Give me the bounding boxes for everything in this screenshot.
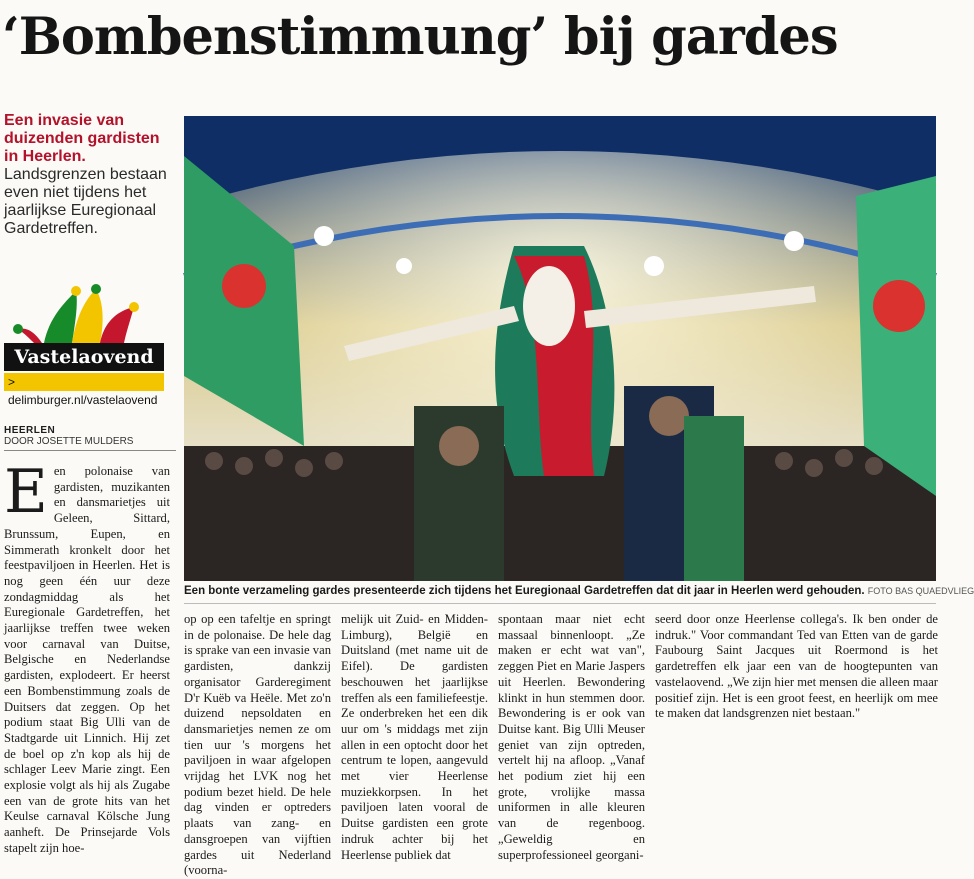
byline-author: DOOR JOSETTE MULDERS — [4, 436, 176, 451]
photo-illustration — [184, 116, 936, 581]
column-text: melijk uit Zuid- en Midden-Limburg), België en Duitsland (met name uit de Eifel). De gardisten beschouwen het jaarlijkse treffen als een familiefeestje. Ze onderbreken het een dik uur om 's middags met zijn allen in een optocht door het centrum te lopen, aangevuld met vier Heerlense muziekkorpsen. In het paviljoen laten vooral de Duitse gardisten een grote indruk achter bij het Heerlense publiek dat — [341, 612, 488, 862]
headline: ‘Bombenstimmung’ bij gardes — [2, 7, 838, 67]
article-column-3 — [341, 612, 488, 863]
intro — [4, 112, 176, 238]
column-text: seerd door onze Heerlense collega's. Ik ben onder de indruk." Voor commandant Ted van Etten van de garde Faubourg Saint Jacques uit Roermond is het gardetreffen elk jaar een van de hoogtepunten van vastelaovend. „We zijn hier met mensen die alleen maar positief zijn. Het is een groot feest, en heerlijk om mee te maken dat landsgrenzen niet bestaan." — [655, 612, 938, 721]
caption-text: Een bonte verzameling gardes presenteerde zich tijdens het Euregionaal Gardetreffen dat dit jaar in Heerlen werd gehouden. — [184, 585, 865, 597]
column-text: spontaan maar niet echt massaal binnenloopt. „Ze maken er echt wat van", zeggen Piet en Marie Jaspers uit Heerlen. Bewondering klinkt in hun stemmen door. Bewondering is er ook van Duitse kant. Big Ulli Meuser geniet van zijn optreden, vertelt hij na afloop. „Vanaf het podium ziet hij een grote, vrolijke massa uniformen in alle kleuren van de regenboog. „Geweldig en superprofessioneel georgani- — [498, 612, 645, 862]
column-text: en polonaise van gardisten, muzikanten en dansmarietjes uit Geleen, Sittard, Brunssum, Eupen, en Simmerath kronkelt door het feestpaviljoen in Heerlen. Het is nog geen één uur deze zondagmiddag als het Euregionale Gardetreffen, het jaarlijkse treffen twee weken voor carnaval van Duitse, Belgische en Nederlandse gardisten, explodeert. Er heerst een Bombenstimmung zoals de Duitsers dat zeggen. Op het podium staat Big Ulli van de Stadtgarde uit Linnich. Hij zet de boel op z'n kop als hij de schlager Leev Marie zingt. Een explosie volgt als hij als Zugabe een van de grote hits van het Keulse carnaval Kölsche Jung aanheft. De Prinsejarde Vols stapelt zijn hoe- — [4, 464, 170, 855]
caption-divider — [184, 603, 936, 604]
dropcap: E — [4, 457, 48, 527]
intro-lead: Een invasie van duizenden gardisten in Heerlen. — [4, 112, 160, 165]
vastelaovend-logo[interactable] — [4, 283, 164, 407]
article-column-4 — [498, 612, 645, 863]
jester-hat-icon — [4, 283, 164, 345]
byline-city: HEERLEN — [4, 425, 56, 436]
byline — [4, 425, 176, 451]
photo-credit: FOTO BAS QUAEDVLIEG — [867, 586, 974, 596]
carnival-photo — [184, 116, 936, 581]
photo-caption — [184, 585, 974, 597]
logo-name: Vastelaovend — [4, 343, 164, 371]
article-column-5 — [655, 612, 938, 722]
intro-body: Landsgrenzen bestaan even niet tijdens het jaarlijkse Euregionaal Gardetreffen. — [4, 166, 167, 237]
article-column-2 — [184, 612, 331, 879]
logo-url[interactable]: > delimburger.nl/vastelaovend — [4, 373, 164, 391]
column-text: op op een tafeltje en springt in de polonaise. De hele dag is sprake van een invasie van gardisten, dankzij organisator Garderegiment D'r Kuëb va Heële. Met zo'n duizend nepsoldaten en dansmarietjes nemen ze om tien uur 's morgens het paviljoen in waar afgelopen vrijdag het LVK nog het podium bezet hield. De hele dag vinden er optreders plaats van zang- en dansgroepen van vijftien gardes uit Nederland (voorna- — [184, 612, 331, 878]
article-column-1 — [4, 457, 170, 857]
